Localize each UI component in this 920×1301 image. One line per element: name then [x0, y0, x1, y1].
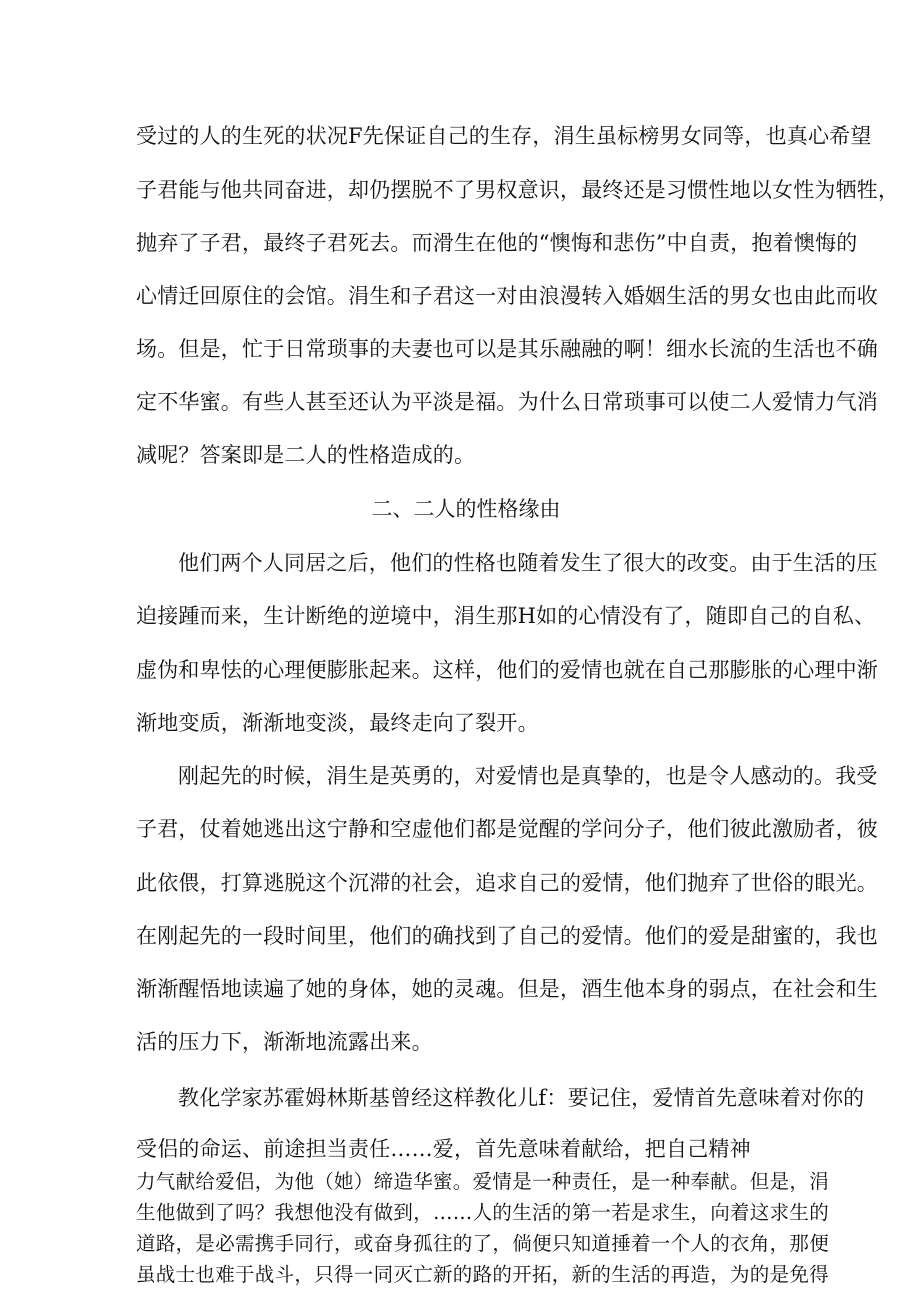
para1-line-6: 定不华蜜。有些人甚至还认为平淡是福。为什么日常琐事可以使二人爱情力气消: [136, 390, 878, 414]
para2-line-3: 虚伪和卑怯的心理便膨胀起来。这样，他们的爱情也就在自己那膨胀的心理中渐: [136, 658, 878, 682]
para1-line-2: 子君能与他共同奋进，却仍摆脱不了男权意识，最终还是习惯性地以女性为牺牲，: [136, 178, 900, 202]
para3-line-2: 子君，仗着她逃出这宁静和空虚他们都是觉醒的学问分子，他们彼此激励者，彼: [136, 817, 878, 841]
para1-line-5: 场。但是，忙于日常琐事的夫妻也可以是其乐融融的啊！细水长流的生活也不确: [136, 337, 878, 361]
para3-line-5: 渐渐醒悟地读遍了她的身体，她的灵魂。但是，酒生他本身的弱点，在社会和生: [136, 977, 878, 1001]
para1-line-3: 抛弃了子君，最终子君死去。而滑生在他的“懊悔和悲伤”中自责，抱着懊悔的: [136, 231, 858, 255]
para2-line-4: 渐地变质，渐渐地变淡，最终走向了裂开。: [136, 711, 539, 735]
para5-line-1: 力气献给爱侣，为他（她）缔造华蜜。爱情是一种责任，是一种奉献。但是，涓: [136, 1170, 830, 1193]
para3-line-3: 此依偎，打算逃脱这个沉滞的社会，追求自己的爱情，他们抛弃了世俗的眼光。: [136, 871, 878, 895]
para3-line-6: 活的压力下，渐渐地流露出来。: [136, 1030, 433, 1054]
para3-line-1: 刚起先的时候，涓生是英勇的，对爱情也是真挚的，也是令人感动的。我受: [178, 764, 878, 788]
para2-line-1: 他们两个人同居之后，他们的性格也随着发生了很大的改变。由于生活的压: [178, 551, 878, 575]
para5-line-4: 虽战士也难于战斗，只得一同灭亡新的路的开拓，新的生活的再造，为的是免得: [136, 1263, 830, 1286]
para1-line-1: 受过的人的生死的状况F先保证自己的生存，涓生虽标榜男女同等，也真心希望: [136, 124, 872, 148]
para2-line-2: 迫接踵而来，生计断绝的逆境中，涓生那H如的心情没有了，随即自己的自私、: [136, 604, 876, 628]
section-heading: 二、二人的性格缘由: [371, 497, 561, 521]
para1-line-7: 减呢？答案即是二人的性格造成的。: [136, 443, 476, 467]
para5-line-3: 道路，是必需携手同行，或奋身孤往的了，倘便只知道捶着一个人的衣角，那便: [136, 1232, 830, 1255]
para4-line-2: 受侣的命运、前途担当责任……爱，首先意味着献给，把自己精神: [136, 1137, 751, 1161]
para3-line-4: 在刚起先的一段时间里，他们的确找到了自己的爱情。他们的爱是甜蜜的，我也: [136, 924, 878, 948]
para4-line-1: 教化学家苏霍姆林斯基曾经这样教化儿f：要记住，爱情首先意味着对你的: [178, 1086, 865, 1110]
para5-line-2: 生他做到了吗？我想他没有做到，……人的生活的第一若是求生，向着这求生的: [136, 1201, 830, 1224]
para1-line-4: 心情迁回原住的会馆。涓生和子君这一对由浪漫转入婚姻生活的男女也由此而收: [136, 284, 878, 308]
